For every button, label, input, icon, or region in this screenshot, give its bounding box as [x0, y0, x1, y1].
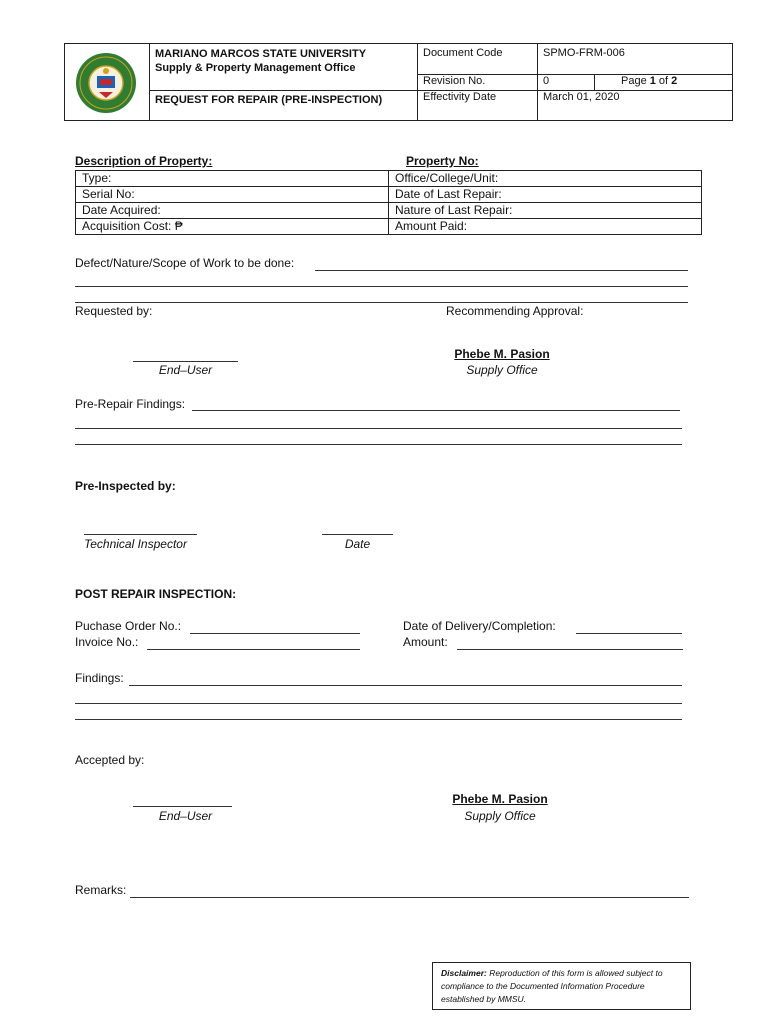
last-repair-nature-field[interactable]: Nature of Last Repair:: [389, 203, 702, 219]
date-signature-line[interactable]: [322, 534, 393, 535]
pre-repair-findings-label: Pre-Repair Findings:: [75, 397, 186, 411]
university-seal-logo: [75, 52, 137, 114]
type-field[interactable]: Type:: [76, 171, 389, 187]
disclaimer-box: [432, 962, 691, 1010]
document-header: [64, 43, 733, 121]
approver-name: Phebe M. Pasion: [454, 347, 550, 361]
date-acquired-field[interactable]: Date Acquired:: [76, 203, 389, 219]
page-number: Page 1 of 2: [621, 75, 678, 87]
acquisition-cost-field[interactable]: Acquisition Cost: ₱: [76, 219, 389, 235]
invoice-label: Invoice No.:: [75, 635, 139, 649]
pre-inspected-label: Pre-Inspected by:: [75, 479, 176, 493]
post-findings-line-3[interactable]: [75, 719, 682, 720]
delivery-date-input-line[interactable]: [576, 633, 682, 634]
remarks-input-line[interactable]: [130, 897, 689, 898]
po-input-line[interactable]: [190, 633, 360, 634]
requested-by-label: Requested by:: [75, 304, 153, 318]
table-row: [76, 203, 702, 219]
recommending-approval-label: Recommending Approval:: [446, 304, 584, 318]
doc-code-value: SPMO-FRM-006: [543, 47, 625, 59]
disclaimer-text: Reproduction of this form is allowed subject to compliance to the Documented Information Procedure established by MMSU.: [441, 968, 663, 1004]
revision-label: Revision No.: [423, 75, 486, 87]
property-table: [75, 170, 702, 235]
defect-label: Defect/Nature/Scope of Work to be done:: [75, 256, 295, 270]
university-name: MARIANO MARCOS STATE UNIVERSITY: [155, 48, 367, 60]
technical-inspector-label: Technical Inspector: [84, 537, 187, 551]
post-findings-line-1[interactable]: [129, 685, 682, 686]
accepted-approver-name: Phebe M. Pasion: [452, 792, 548, 806]
doc-code-label: Document Code: [423, 47, 503, 59]
end-user-label: End–User: [158, 363, 213, 377]
property-no-heading: Property No:: [406, 154, 479, 168]
amount-paid-field[interactable]: Amount Paid:: [389, 219, 702, 235]
accepted-end-user-signature-line[interactable]: [133, 806, 232, 807]
serial-field[interactable]: Serial No:: [76, 187, 389, 203]
form-title: REQUEST FOR REPAIR (PRE-INSPECTION): [155, 94, 383, 106]
defect-line-2[interactable]: [75, 286, 688, 287]
post-findings-line-2[interactable]: [75, 703, 682, 704]
delivery-date-label: Date of Delivery/Completion:: [403, 619, 556, 633]
po-label: Puchase Order No.:: [75, 619, 182, 633]
post-repair-heading: POST REPAIR INSPECTION:: [75, 587, 237, 601]
effectivity-label: Effectivity Date: [423, 91, 497, 103]
accepted-by-label: Accepted by:: [75, 753, 145, 767]
revision-value: 0: [543, 75, 550, 87]
approver-office: Supply Office: [466, 363, 538, 377]
defect-line-3[interactable]: [75, 302, 688, 303]
end-user-signature-line[interactable]: [133, 361, 238, 362]
date-label: Date: [344, 537, 371, 551]
table-row: [76, 219, 702, 235]
amount-input-line[interactable]: [457, 649, 683, 650]
accepted-approver-office: Supply Office: [464, 809, 536, 823]
table-row: [76, 187, 702, 203]
table-row: [76, 171, 702, 187]
effectivity-value: March 01, 2020: [543, 91, 620, 103]
inspector-signature-line[interactable]: [84, 534, 197, 535]
remarks-label: Remarks:: [75, 883, 127, 897]
post-findings-label: Findings:: [75, 671, 124, 685]
defect-line-1[interactable]: [315, 270, 688, 271]
office-field[interactable]: Office/College/Unit:: [389, 171, 702, 187]
invoice-input-line[interactable]: [147, 649, 360, 650]
findings-line-3[interactable]: [75, 444, 682, 445]
amount-label: Amount:: [403, 635, 448, 649]
last-repair-date-field[interactable]: Date of Last Repair:: [389, 187, 702, 203]
office-name: Supply & Property Management Office: [155, 62, 356, 74]
findings-line-1[interactable]: [192, 410, 680, 411]
description-heading: Description of Property:: [75, 154, 213, 168]
findings-line-2[interactable]: [75, 428, 682, 429]
disclaimer-label: Disclaimer:: [441, 968, 487, 978]
accepted-end-user-label: End–User: [158, 809, 213, 823]
